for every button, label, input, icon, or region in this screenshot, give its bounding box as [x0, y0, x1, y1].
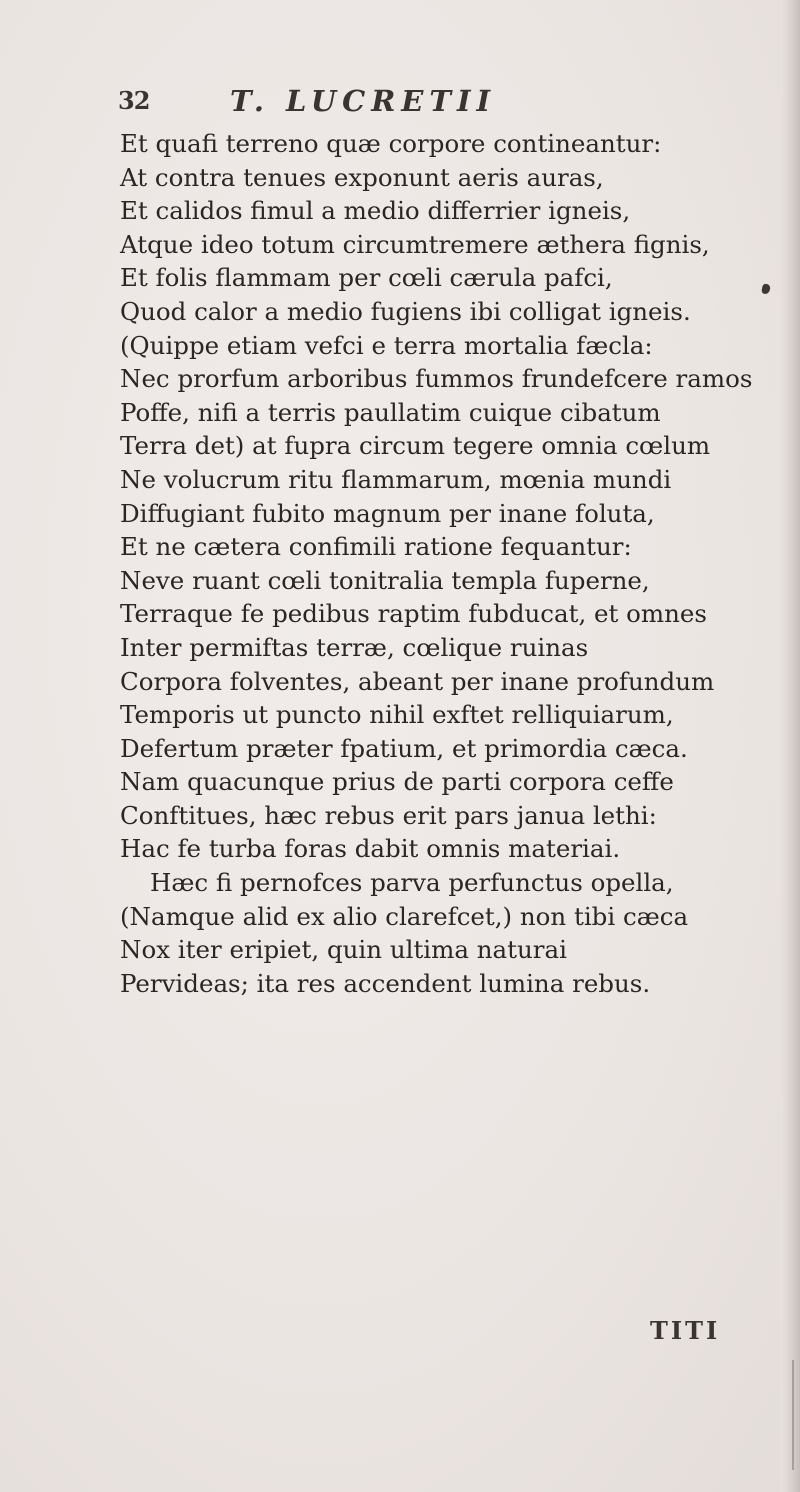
verse-block: [120, 127, 780, 1000]
page-header: [118, 86, 678, 126]
verse-line: Defertum præter fpatium, et primordia cæca.: [120, 733, 688, 763]
verse-line: Nox iter eripiet, quin ultima naturai: [120, 935, 567, 965]
verse-line: Pervideas; ita res accendent lumina rebus.: [120, 968, 651, 998]
verse-line: Terra det) at fupra circum tegere omnia cœlum: [120, 431, 711, 461]
verse-line-indented: Hæc fi pernofces parva perfunctus opella,: [150, 868, 674, 898]
verse-line: Diffugiant fubito magnum per inane foluta,: [120, 498, 655, 528]
catchword: TITI: [650, 1316, 721, 1345]
verse-line: Et quafi terreno quæ corpore contineantur:: [120, 129, 662, 158]
page-number: 32: [118, 86, 150, 115]
verse-line: Neve ruant cœli tonitralia templa fuperne,: [120, 565, 650, 595]
running-title: T. LUCRETII: [230, 84, 497, 118]
verse-line: Conftitues, hæc rebus erit pars janua lethi:: [120, 800, 657, 830]
verse-line: (Quippe etiam vefci e terra mortalia fæcla:: [120, 330, 653, 360]
verse-line: Et ne cætera confimili ratione fequantur:: [120, 532, 632, 562]
page-edge: [780, 0, 800, 1492]
verse-line: (Namque alid ex alio clarefcet,) non tibi cæca: [120, 901, 689, 931]
verse-line: Temporis ut puncto nihil exftet relliquiarum,: [120, 700, 674, 730]
verse-line: Poffe, nifi a terris paullatim cuique cibatum: [120, 397, 661, 427]
verse-line: Ne volucrum ritu flammarum, mœnia mundi: [120, 464, 672, 494]
verse-line: Terraque fe pedibus raptim fubducat, et omnes: [120, 599, 708, 629]
verse-line: Inter permiftas terræ, cœlique ruinas: [120, 632, 589, 662]
verse-line: Nec prorfum arboribus fummos frundefcere ramos: [120, 364, 753, 394]
edge-shadow: [792, 1360, 794, 1470]
verse-line: At contra tenues exponunt aeris auras,: [120, 162, 604, 192]
verse-line: Et folis flammam per cœli cærula pafci,: [120, 263, 613, 293]
verse-line: Hac fe turba foras dabit omnis materiai.: [120, 834, 621, 864]
verse-line: Nam quacunque prius de parti corpora ceffe: [120, 767, 674, 797]
verse-line: Et calidos fimul a medio differrier igneis,: [120, 196, 631, 226]
verse-line: Quod calor a medio fugiens ibi colligat igneis.: [120, 296, 691, 326]
verse-line: Corpora folventes, abeant per inane profundum: [120, 666, 715, 696]
verse-line: Atque ideo totum circumtremere æthera fignis,: [120, 229, 710, 259]
